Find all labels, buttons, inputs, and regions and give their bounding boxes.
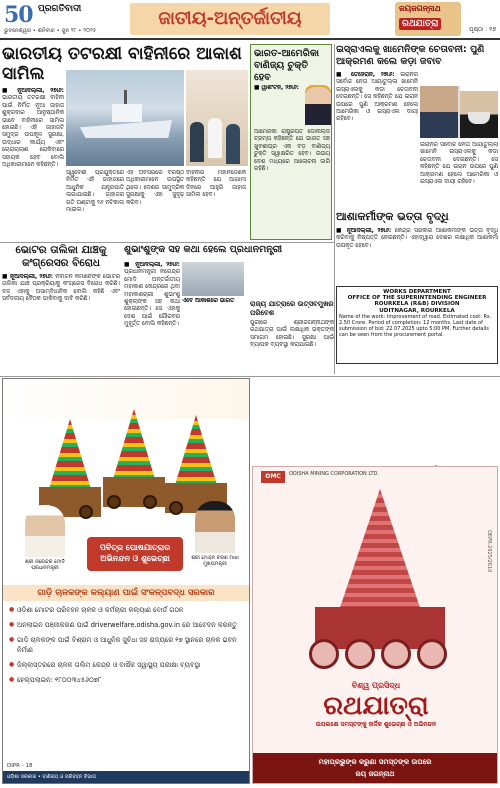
- omc-ad-code: OEPR-2025/2610: [486, 530, 492, 573]
- section-title: ଜାତୀୟ-ଅନ୍ତର୍ଜାତୀୟ: [130, 3, 330, 35]
- lead-dateline: ■ ନୂଆଦିଲ୍ଲୀ, ୨୭ା୬:: [2, 88, 64, 94]
- omc-rathyatra-ad[interactable]: [252, 466, 498, 784]
- bullet-item: ● ହେଲ୍ପଲାଇନ: ୧୮୦୦୩୪୫୬୦୭୮: [9, 675, 245, 685]
- iran-leaders-photo: [420, 86, 498, 138]
- tender-dept: WORKS DEPARTMENT: [383, 289, 451, 295]
- india-us-dateline: ■ ୱାଶିଂଟନ, ୨୭ା୬:: [254, 85, 299, 91]
- column-divider: [334, 44, 335, 374]
- lead-headline[interactable]: ଭାରତୀୟ ତଟରକ୍ଷୀ ବାହିନୀରେ ଆକାଶ ସାମିଲ: [2, 44, 242, 84]
- lead-col4-text: ବାହିନୀର ମହାନିର୍ଦ୍ଦେଶକ କହିଛନ୍ତି ଯେ ଆଗାମୀ ଦିନରେ ଆହୁରି ଜାହାଜ ସାମିଲ ହେବ।: [186, 170, 246, 199]
- iran-headline[interactable]: ଇସ୍ରାଏଲକୁ ଖାମେନିଙ୍କ ଚେତାବନୀ: ପୁଣି ଆକ୍ରମଣ କଲେ କଡ଼ା ଜବାବ: [336, 44, 485, 67]
- ship-superstructure: [112, 104, 142, 122]
- asha-headline[interactable]: ଆଶାକର୍ମୀଙ୍କ ଭତ୍ତା ବୃଦ୍ଧି: [336, 210, 449, 223]
- omc-footer-line2: ଜୟ ଜଗନ୍ନାଥ: [355, 770, 395, 778]
- iran-column: [336, 72, 418, 206]
- iran-dateline: ■ ତେହେରାନ, ୨୭ା୬:: [336, 72, 395, 78]
- jagannath-column: [250, 320, 334, 374]
- issue-dateline: ଭୁବନେଶ୍ୱର • ଶନିବାର • ଜୁନ ୨୮ • ୨୦୨୫: [4, 28, 97, 34]
- iran-body-text-2: ଇରାନର ସର୍ବୋଚ୍ଚ ନେତା ଆୟାତୁଲ୍ଲା ଖାମେନି ଇସ୍ରାଏଲକୁ କଡ଼ା ଚେତାବନୀ ଦେଇଛନ୍ତି। ସେ କହିଛନ୍ତି ଯେ ଇରାନ ଉପରେ ପୁଣି ଆକ୍ରମଣ ହେଲେ ଆମେରିକା ଓ ଇସ୍ରାଏଲ ଦାୟୀ ରହିବେ।: [420, 142, 498, 186]
- tender-notice: [336, 286, 498, 364]
- iran-column-2: [420, 142, 498, 206]
- astronaut-photo: [182, 262, 244, 296]
- chariot-roof: [49, 419, 91, 489]
- lead-column-3: [126, 170, 184, 238]
- tender-body: Name of the work: Improvement of road. Estimated cost: Rs. 2.50 Crore. Period of completion: 12 months. Last date of submission of bid: 22.07.2025 upto 5:00 PM. Further details can be seen from the procurement portal.: [339, 313, 492, 339]
- section-divider: [0, 242, 334, 243]
- voter-dateline: ■ ନୂଆଦିଲ୍ଲୀ, ୨୭ା୬:: [2, 274, 54, 280]
- voter-column: [2, 274, 120, 374]
- shubhanshu-sidebar-label: ଏବେ ଆକାଶରେ ଭାରତ: [182, 298, 235, 304]
- voter-list-headline[interactable]: ଭୋଟର ତାଲିକା ଯାଞ୍ଚକୁ କଂଗ୍ରେସର ବିରୋଧ: [15, 244, 107, 269]
- logo-number: 50: [4, 2, 33, 28]
- shubhanshu-column: [124, 262, 180, 374]
- chariot-roof: [175, 415, 217, 485]
- bullet-item: ● ଅନଲାଇନ ପଞ୍ଜୀକରଣ ପାଇଁ driverwelfare.odisha.gov.in ରେ ଆବେଦନ କରନ୍ତୁ: [9, 620, 245, 630]
- anniversary-logo: [4, 2, 36, 28]
- coast-guard-ship-photo: [66, 70, 184, 166]
- cm-role: ମୁଖ୍ୟମନ୍ତ୍ରୀ: [203, 561, 227, 567]
- shubhanshu-sidebar: [182, 298, 248, 374]
- chariot-illustration: [103, 409, 165, 519]
- pm-role: ପ୍ରଧାନମନ୍ତ୍ରୀ: [31, 565, 59, 571]
- cm-caption: [183, 555, 247, 567]
- lead-col2-text: ସ୍ୱଦେଶୀ ପ୍ରଯୁକ୍ତିରେ ନିର୍ମିତ ଏହି ଜାହାଜରେ ଆଧୁନିକ ଯନ୍ତ୍ରପାତି ଲଗାଯାଇଛି। ଜାହାଜର ଗତି ଘଣ୍ଟାକୁ ୨୬ ନଟିକାଲ ମାଇଲ।: [66, 170, 124, 214]
- bullet-item: ● ଗାଡ଼ି ଚାଳକଙ୍କ ପାଇଁ ବିଶ୍ରାମ ଓ ଆଧୁନିକ ସୁବିଧା ସହ ରାଜ୍ୟରେ ୧୭ ସ୍ଥାନରେ ଚାଳକ ଭବନ ନିର୍ମାଣ: [9, 635, 245, 655]
- lead-column-4: [186, 170, 246, 238]
- leader-photo-left: [420, 86, 458, 138]
- officials-photo: [186, 70, 248, 166]
- rathayatra-title: ରଥଯାତ୍ରା: [323, 691, 429, 721]
- iran-body-text: ଇରାନର ସର୍ବୋଚ୍ଚ ନେତା ଆୟାତୁଲ୍ଲା ଖାମେନି ଇସ୍ରାଏଲକୁ କଡ଼ା ଚେତାବନୀ ଦେଇଛନ୍ତି। ସେ କହିଛନ୍ତି ଯେ ଇରାନ ଉପରେ ପୁଣି ଆକ୍ରମଣ ହେଲେ ଆମେରିକା ଓ ଇସ୍ରାଏଲ ଦାୟୀ ରହିବେ।: [336, 72, 418, 123]
- pm-name: ଶ୍ରୀ ନରେନ୍ଦ୍ର ମୋଦି: [25, 559, 65, 565]
- pm-portrait: [25, 505, 65, 557]
- rathayatra-prefix: ବିଶ୍ୱ ପ୍ରସିଦ୍ଧ: [351, 681, 401, 690]
- chariot-wheel: [417, 639, 447, 669]
- lead-col3-text: ଏହି ଅବସରରେ ବରିଷ୍ଠ ଅଧିକାରୀମାନେ ଉପସ୍ଥିତ ଥିଲେ। ଦେଶର ସାମୁଦ୍ରିକ ସୁରକ୍ଷାକୁ ଏହା ସୁଦୃଢ଼ କରିବ।: [126, 170, 184, 206]
- leader-beard: [468, 112, 490, 124]
- india-us-intro: [254, 85, 302, 133]
- bullet-item: ● ଓଡ଼ିଶା ମୋଟର ପରିବହନ ଚାଳକ ଓ କର୍ମଚାରୀ କଲ୍ୟାଣ ବୋର୍ଡ ଗଠନ: [9, 605, 245, 615]
- rathayatra-title-block: [283, 681, 469, 729]
- driver-welfare-ad[interactable]: [2, 378, 250, 784]
- lead-column-1: [2, 88, 64, 238]
- asha-column: [336, 228, 498, 282]
- rathyatra-banner: [395, 2, 461, 36]
- rathayatra-subtitle: ଉପଲକ୍ଷେ ସମସ୍ତଙ୍କୁ ହାର୍ଦ୍ଦିକ ଶୁଭେଚ୍ଛା ଓ ଅଭିନନ୍ଦନ: [315, 721, 437, 728]
- chariot-illustration: [305, 489, 455, 679]
- tender-office: OFFICE OF THE SUPERINTENDING ENGINEER ROURKELA (R&B) DIVISION: [347, 295, 487, 308]
- chariot-wheel: [143, 495, 157, 509]
- chariot-wheel: [107, 495, 121, 509]
- cm-portrait: [195, 501, 235, 553]
- welfare-strip: ଗାଡ଼ି ଚାଳକଙ୍କ କଲ୍ୟାଣ ପାଇଁ ସଂକଳ୍ପବଦ୍ଧ ସରକାର: [3, 585, 249, 601]
- newspaper-brand[interactable]: ପ୍ରଗତିବାଦୀ: [38, 4, 82, 14]
- official-figure: [208, 118, 222, 158]
- lead-col1-text: ଭାରତୀୟ ତଟରକ୍ଷୀ ବାହିନୀ ପାଇଁ ନିର୍ମିତ ନୂଆ ଜାହାଜ ଶୁକ୍ରବାର ଆନୁଷ୍ଠାନିକ ଭାବେ ବାହିନୀରେ ସାମିଲ ହୋଇଛି। ଏହି ଜାହାଜଟି ସମୁଦ୍ର ଉପକୂଳ ସୁରକ୍ଷା, ଉଦ୍ଧାର କାର୍ଯ୍ୟ ଏବଂ ଚୋରାଚାଲାଣ ରୋକିବାରେ ସହାୟକ ହେବ ବୋଲି ଅଧିକାରୀମାନେ କହିଛନ୍ତି।: [2, 95, 64, 169]
- tender-location: UDITNAGAR, ROURKELA: [379, 307, 455, 314]
- bullet-item: ● ଜିଲ୍ଲାସ୍ତରରେ ଚାଳକ ତାଲିମ କେନ୍ଦ୍ର ଓ ବାର୍ଷିକ ସ୍ୱାସ୍ଥ୍ୟ ପରୀକ୍ଷା ବ୍ୟବସ୍ଥା: [9, 660, 245, 670]
- ad-greeting: ପବିତ୍ର ଘୋଷଯାତ୍ରାର ଅଭିନନ୍ଦନ ଓ ଶୁଭେଚ୍ଛା: [87, 537, 183, 571]
- chariot-roof: [113, 409, 155, 479]
- masthead: [0, 0, 500, 40]
- jagannath-headline[interactable]: ରାଜ୍ୟ ଯାତ୍ରାରେ ଉତ୍ସବମୁଖର ପରିବେଶ: [250, 300, 334, 317]
- omc-ad-footer: [253, 753, 497, 783]
- asha-dateline: ■ ନୂଆଦିଲ୍ଲୀ, ୨୭ା୬:: [336, 228, 392, 234]
- cm-name: ଶ୍ରୀ ମୋହନ ଚରଣ ମାଝୀ: [191, 555, 239, 561]
- trump-photo: [305, 87, 331, 125]
- ship-hull: [80, 120, 172, 138]
- welfare-bullets: [9, 605, 245, 690]
- dipr-code: DIPR - 18: [7, 763, 33, 769]
- lead-column-2: [66, 170, 124, 238]
- ad-footer: ଓଡ଼ିଶା ସରକାର • ବାଣିଜ୍ୟ ଓ ପରିବହନ ବିଭାଗ: [3, 771, 249, 783]
- official-figure: [190, 122, 204, 162]
- shubhanshu-headline[interactable]: ଶୁଭାଂଶୁଙ୍କ ସହ କଥା ହେଲେ ପ୍ରଧାନମନ୍ତ୍ରୀ: [124, 244, 283, 255]
- shubhanshu-body-text: ପ୍ରଧାନମନ୍ତ୍ରୀ ନରେନ୍ଦ୍ର ମୋଦି ଅନ୍ତର୍ଜାତୀୟ ମହାକାଶ କେନ୍ଦ୍ରରେ ଥିବା ମହାକାଶଚାରୀ ଶୁଭାଂଶୁ ଶୁକ୍ଲାଙ୍କ ସହ କଥା ହୋଇଛନ୍ତି। ସେ ଏହାକୁ ଦେଶ ପାଇଁ ଗୌରବର ମୁହୂର୍ତ୍ତ ବୋଲି କହିଛନ୍ତି।: [124, 269, 180, 328]
- shubhanshu-dateline: ■ ନୂଆଦିଲ୍ଲୀ, ୨୭ା୬:: [124, 262, 180, 268]
- india-us-trade-box: [250, 44, 332, 240]
- chariot-spire: [335, 489, 425, 609]
- page-number: ପୃଷ୍ଠା : ୧୭: [469, 26, 496, 33]
- rath-banner-line1: ଜୟଜଗନ୍ନାଥ: [399, 4, 441, 13]
- chariot-wheel: [345, 639, 375, 669]
- omc-name: ODISHA MINING CORPORATION LTD.: [289, 471, 379, 477]
- ad-divider: [0, 376, 500, 377]
- rath-banner-line2: ରଥଯାତ୍ରା: [399, 18, 441, 30]
- pm-caption: [13, 559, 77, 571]
- jagannath-body-text: ପୁରୀରେ ଶ୍ରୀଜଗନ୍ନାଥଙ୍କ ରଥଯାତ୍ରା ପାଇଁ ଲକ୍ଷାଧିକ ଭକ୍ତଙ୍କ ସମାଗମ ହୋଇଛି। ସୁରକ୍ଷା ପାଇଁ ବ୍ୟାପକ ବ୍ୟବସ୍ଥା କରାଯାଇଛି।: [250, 320, 334, 349]
- voter-body-text: ନିର୍ବାଚନ କମିଶନଙ୍କ ଭୋଟର ତାଲିକା ଯାଞ୍ଚ ପ୍ରକ୍ରିୟାକୁ କଂଗ୍ରେସ ବିରୋଧ କରିଛି। ଦଳ ଏହାକୁ ଅସାମ୍ବିଧାନିକ ବୋଲି କହିଛି ଏବଂ ସର୍ବଦଳୀୟ ବୈଠକ ଡାକିବାକୁ ଦାବି କରିଛି।: [2, 274, 120, 303]
- india-us-body: [254, 129, 330, 237]
- chariot-wheel: [381, 639, 411, 669]
- chariot-wheel: [79, 505, 93, 519]
- official-figure: [226, 124, 240, 164]
- omc-footer-line1: ମହାପ୍ରଭୁଙ୍କ କରୁଣା ସମସ୍ତଙ୍କ ଉପରେ: [318, 758, 432, 766]
- india-us-headline[interactable]: ଭାରତ-ଆମେରିକା ବାଣିଜ୍ୟ ଚୁକ୍ତି ହେବ: [254, 48, 320, 83]
- india-us-body-text: ଆମେରିକା ରାଷ୍ଟ୍ରପତି ଡୋନାଲ୍ଡ ଟ୍ରମ୍ପ କହିଛନ୍ତି ଯେ ଭାରତ ସହ ଖୁବଶୀଘ୍ର ଏକ ବଡ଼ ବାଣିଜ୍ୟ ଚୁକ୍ତି ସ୍ୱାକ୍ଷରିତ ହେବ। ଉଭୟ ଦେଶ ମଧ୍ୟରେ ଆଲୋଚନା ଜାରି ରହିଛି।: [254, 129, 330, 173]
- chariot-wheel: [309, 639, 339, 669]
- chariot-illustration: [39, 419, 101, 519]
- omc-logo: OMC: [261, 471, 285, 483]
- asha-body-text: କେନ୍ଦ୍ର ସରକାର ଆଶାକର୍ମୀଙ୍କ ଭତ୍ତା ବୃଦ୍ଧି କରିବାକୁ ନିଷ୍ପତ୍ତି ନେଇଛନ୍ତି। ଏହାଦ୍ୱାରା ଦେଶର ଲକ୍ଷାଧିକ ଆଶାକର୍ମୀ ଉପକୃତ ହେବେ।: [336, 228, 498, 249]
- chariot-wheel: [169, 501, 183, 515]
